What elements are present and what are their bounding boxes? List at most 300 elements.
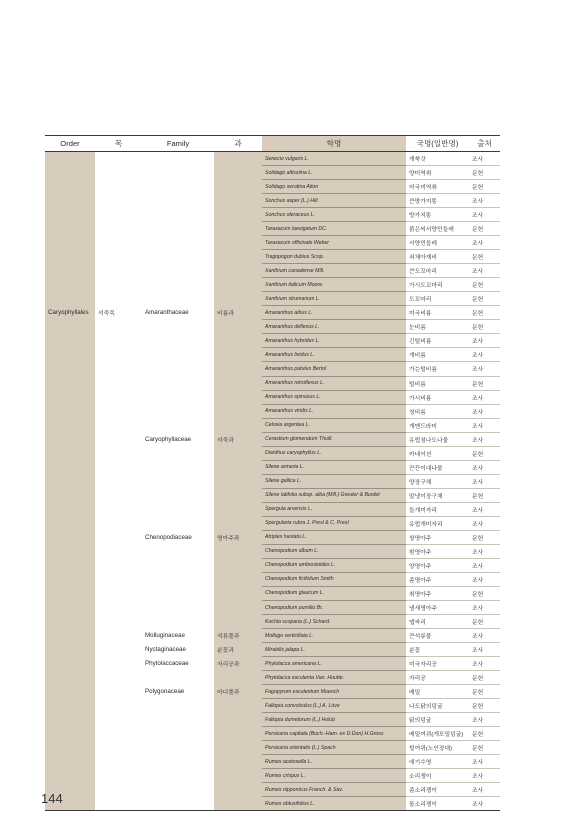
korean-name-cell: 가시비름 xyxy=(406,390,469,404)
source-cell: 조사 xyxy=(469,264,500,278)
table-row xyxy=(45,657,500,671)
order-cell xyxy=(45,572,95,586)
table-body xyxy=(45,152,500,811)
table-row xyxy=(45,278,500,292)
scientific-name-cell: Amaranthus retroflexus L. xyxy=(262,376,406,390)
family-cell xyxy=(142,152,214,166)
family-cell xyxy=(142,671,214,685)
family-cell xyxy=(142,615,214,629)
order-cell xyxy=(45,418,95,432)
korean-name-cell: 붉은씨서양민들레 xyxy=(406,222,469,236)
table-row xyxy=(45,544,500,558)
mok-cell xyxy=(95,166,142,180)
order-cell xyxy=(45,264,95,278)
header-order: Order xyxy=(45,136,95,152)
family-cell xyxy=(142,446,214,460)
table-row xyxy=(45,558,500,572)
source-cell: 조사 xyxy=(469,502,500,516)
header-scientific-name: 학명 xyxy=(262,136,406,152)
family-cell: Chenopodiaceae xyxy=(142,530,214,544)
source-cell: 조사 xyxy=(469,404,500,418)
mok-cell xyxy=(95,572,142,586)
order-cell xyxy=(45,376,95,390)
source-cell: 조사 xyxy=(469,629,500,643)
source-cell: 조사 xyxy=(469,390,500,404)
gwa-cell xyxy=(214,348,262,362)
mok-cell xyxy=(95,502,142,516)
gwa-cell xyxy=(214,362,262,376)
order-cell xyxy=(45,292,95,306)
family-cell: Phytolaccaceae xyxy=(142,657,214,671)
gwa-cell xyxy=(214,727,262,741)
family-cell xyxy=(142,544,214,558)
scientific-name-cell: Rumex nipponicus Franch. & Sav. xyxy=(262,783,406,797)
order-cell xyxy=(45,629,95,643)
table-row xyxy=(45,180,500,194)
source-cell: 조사 xyxy=(469,194,500,208)
source-cell: 조사 xyxy=(469,558,500,572)
gwa-cell xyxy=(214,250,262,264)
table-row xyxy=(45,292,500,306)
scientific-name-cell: Taraxacum officinale Weber xyxy=(262,236,406,250)
gwa-cell xyxy=(214,166,262,180)
mok-cell xyxy=(95,530,142,544)
table-row xyxy=(45,755,500,769)
order-cell xyxy=(45,769,95,783)
scientific-name-cell: Silene gallica L. xyxy=(262,474,406,488)
gwa-cell: 마디풀과 xyxy=(214,685,262,699)
table-row xyxy=(45,601,500,615)
order-cell xyxy=(45,250,95,264)
source-cell: 조사 xyxy=(469,418,500,432)
gwa-cell xyxy=(214,615,262,629)
table-row xyxy=(45,376,500,390)
table-header-row xyxy=(45,136,500,152)
table-row xyxy=(45,236,500,250)
gwa-cell xyxy=(214,292,262,306)
family-cell xyxy=(142,208,214,222)
gwa-cell xyxy=(214,572,262,586)
korean-name-cell: 메밀여뀌(개모밀덩굴) xyxy=(406,727,469,741)
table-row xyxy=(45,671,500,685)
scientific-name-cell: Chenopodium pumilio Br. xyxy=(262,601,406,615)
korean-name-cell: 쇠채아재비 xyxy=(406,250,469,264)
scientific-name-cell: Xanthium italicum Moore. xyxy=(262,278,406,292)
gwa-cell xyxy=(214,544,262,558)
scientific-name-cell: Dianthus caryophyllus L. xyxy=(262,446,406,460)
gwa-cell xyxy=(214,601,262,615)
mok-cell xyxy=(95,685,142,699)
table-row xyxy=(45,264,500,278)
scientific-name-cell: Chenopodium glaucum L. xyxy=(262,586,406,600)
mok-cell xyxy=(95,348,142,362)
table-row xyxy=(45,643,500,657)
gwa-cell xyxy=(214,446,262,460)
gwa-cell xyxy=(214,376,262,390)
mok-cell xyxy=(95,643,142,657)
order-cell xyxy=(45,152,95,166)
korean-name-cell: 미국자리공 xyxy=(406,657,469,671)
family-cell xyxy=(142,572,214,586)
order-cell xyxy=(45,643,95,657)
table-row xyxy=(45,166,500,180)
gwa-cell xyxy=(214,320,262,334)
scientific-name-cell: Spergula arvensis L. xyxy=(262,502,406,516)
korean-name-cell: 청비름 xyxy=(406,404,469,418)
table-row xyxy=(45,685,500,699)
gwa-cell xyxy=(214,208,262,222)
family-cell xyxy=(142,783,214,797)
scientific-name-cell: Chenopodium album L. xyxy=(262,544,406,558)
korean-name-cell: 유럽개미자리 xyxy=(406,516,469,530)
gwa-cell xyxy=(214,797,262,811)
korean-name-cell: 카네이션 xyxy=(406,446,469,460)
family-cell xyxy=(142,586,214,600)
source-cell: 문헌 xyxy=(469,166,500,180)
scientific-name-cell: Xanthium canadense Mill. xyxy=(262,264,406,278)
scientific-name-cell: Celosia argentea L. xyxy=(262,418,406,432)
table-row xyxy=(45,208,500,222)
mok-cell xyxy=(95,320,142,334)
table-row xyxy=(45,516,500,530)
family-cell xyxy=(142,755,214,769)
gwa-cell xyxy=(214,236,262,250)
mok-cell xyxy=(95,474,142,488)
family-cell xyxy=(142,362,214,376)
order-cell xyxy=(45,516,95,530)
order-cell xyxy=(45,615,95,629)
mok-cell xyxy=(95,629,142,643)
order-cell xyxy=(45,320,95,334)
gwa-cell xyxy=(214,278,262,292)
mok-cell xyxy=(95,376,142,390)
family-cell xyxy=(142,292,214,306)
mok-cell xyxy=(95,180,142,194)
header-family: Family xyxy=(142,136,214,152)
korean-name-cell: 양미역취 xyxy=(406,166,469,180)
order-cell: Caryophyllales xyxy=(45,306,95,320)
scientific-name-cell: Persicaria orientalis (L.) Spach xyxy=(262,741,406,755)
mok-cell xyxy=(95,264,142,278)
order-cell xyxy=(45,530,95,544)
korean-name-cell: 개비름 xyxy=(406,348,469,362)
korean-name-cell: 눈비름 xyxy=(406,320,469,334)
korean-name-cell: 미국미역취 xyxy=(406,180,469,194)
family-cell: Polygonaceae xyxy=(142,685,214,699)
family-cell xyxy=(142,797,214,811)
scientific-name-cell: Mollugo verticillata L. xyxy=(262,629,406,643)
order-cell xyxy=(45,194,95,208)
order-cell xyxy=(45,446,95,460)
scientific-name-cell: Sonchus oleraceus L. xyxy=(262,208,406,222)
order-cell xyxy=(45,460,95,474)
family-cell xyxy=(142,418,214,432)
source-cell: 조사 xyxy=(469,755,500,769)
family-cell xyxy=(142,222,214,236)
korean-name-cell: 유럽점나도나물 xyxy=(406,432,469,446)
source-cell: 조사 xyxy=(469,474,500,488)
korean-name-cell: 도꼬마리 xyxy=(406,292,469,306)
scientific-name-cell: Senecio vulgaris L. xyxy=(262,152,406,166)
family-cell xyxy=(142,278,214,292)
scientific-name-cell: Kochia scoparia (L.) Schard. xyxy=(262,615,406,629)
family-cell xyxy=(142,699,214,713)
korean-name-cell: 댑싸리 xyxy=(406,615,469,629)
family-cell xyxy=(142,488,214,502)
source-cell: 문헌 xyxy=(469,699,500,713)
mok-cell xyxy=(95,727,142,741)
table-row xyxy=(45,572,500,586)
table-row xyxy=(45,404,500,418)
mok-cell xyxy=(95,432,142,446)
scientific-name-cell: Solidago altissima L. xyxy=(262,166,406,180)
korean-name-cell: 털여뀌(노인장대) xyxy=(406,741,469,755)
family-cell xyxy=(142,741,214,755)
scientific-name-cell: Chenopodium ficifolium Smith xyxy=(262,572,406,586)
scientific-name-cell: Rumex obtusifolius L. xyxy=(262,797,406,811)
mok-cell xyxy=(95,418,142,432)
family-cell xyxy=(142,348,214,362)
gwa-cell xyxy=(214,488,262,502)
mok-cell xyxy=(95,222,142,236)
mok-cell xyxy=(95,797,142,811)
source-cell: 문헌 xyxy=(469,446,500,460)
source-cell: 조사 xyxy=(469,152,500,166)
source-cell: 조사 xyxy=(469,657,500,671)
scientific-name-cell: Amaranthus deflexus L. xyxy=(262,320,406,334)
gwa-cell: 석류풀과 xyxy=(214,629,262,643)
table-row xyxy=(45,741,500,755)
mok-cell xyxy=(95,208,142,222)
family-cell: Nyctaginaceae xyxy=(142,643,214,657)
order-cell xyxy=(45,404,95,418)
gwa-cell: 자리공과 xyxy=(214,657,262,671)
gwa-cell xyxy=(214,586,262,600)
gwa-cell: 분꽃과 xyxy=(214,643,262,657)
korean-name-cell: 닭의덩굴 xyxy=(406,713,469,727)
scientific-name-cell: Mirabilis jalapa L. xyxy=(262,643,406,657)
family-cell xyxy=(142,727,214,741)
korean-name-cell: 양장구채 xyxy=(406,474,469,488)
mok-cell xyxy=(95,755,142,769)
source-cell: 조사 xyxy=(469,783,500,797)
source-cell: 문헌 xyxy=(469,292,500,306)
family-cell xyxy=(142,250,214,264)
scientific-name-cell: Cerastium glomeratum Thuill. xyxy=(262,432,406,446)
gwa-cell xyxy=(214,713,262,727)
korean-name-cell: 나도닭의덩굴 xyxy=(406,699,469,713)
header-gwa: 과 xyxy=(214,136,262,152)
gwa-cell xyxy=(214,180,262,194)
mok-cell xyxy=(95,488,142,502)
source-cell: 조사 xyxy=(469,334,500,348)
header-mok: 목 xyxy=(95,136,142,152)
korean-name-cell: 끈끈이대나물 xyxy=(406,460,469,474)
mok-cell xyxy=(95,699,142,713)
order-cell xyxy=(45,685,95,699)
scientific-name-cell: Solidago serotina Aiton xyxy=(262,180,406,194)
scientific-name-cell: Taraxacum laevigatum DC. xyxy=(262,222,406,236)
family-cell xyxy=(142,601,214,615)
korean-name-cell: 좀명아주 xyxy=(406,572,469,586)
species-table xyxy=(45,135,500,811)
mok-cell xyxy=(95,586,142,600)
mok-cell xyxy=(95,152,142,166)
gwa-cell xyxy=(214,404,262,418)
mok-cell xyxy=(95,404,142,418)
scientific-name-cell: Rumex acetosella L. xyxy=(262,755,406,769)
mok-cell xyxy=(95,292,142,306)
table-row xyxy=(45,446,500,460)
korean-name-cell: 가는털비름 xyxy=(406,362,469,376)
table-row xyxy=(45,586,500,600)
table-row xyxy=(45,727,500,741)
family-cell xyxy=(142,516,214,530)
gwa-cell xyxy=(214,516,262,530)
order-cell xyxy=(45,544,95,558)
source-cell: 문헌 xyxy=(469,376,500,390)
order-cell xyxy=(45,713,95,727)
order-cell xyxy=(45,334,95,348)
mok-cell xyxy=(95,334,142,348)
order-cell xyxy=(45,348,95,362)
family-cell xyxy=(142,194,214,208)
korean-name-cell: 털비름 xyxy=(406,376,469,390)
family-cell: Molluginaceae xyxy=(142,629,214,643)
scientific-name-cell: Amaranthus viridis L. xyxy=(262,404,406,418)
korean-name-cell: 냄새명아주 xyxy=(406,601,469,615)
gwa-cell: 비름과 xyxy=(214,306,262,320)
korean-name-cell: 서양민들레 xyxy=(406,236,469,250)
gwa-cell xyxy=(214,502,262,516)
table-row xyxy=(45,194,500,208)
scientific-name-cell: Tragopogon dubius Scop. xyxy=(262,250,406,264)
korean-name-cell: 큰방가지똥 xyxy=(406,194,469,208)
source-cell: 문헌 xyxy=(469,278,500,292)
gwa-cell xyxy=(214,474,262,488)
mok-cell xyxy=(95,194,142,208)
mok-cell xyxy=(95,236,142,250)
order-cell xyxy=(45,488,95,502)
scientific-name-cell: Xanthium strumarium L. xyxy=(262,292,406,306)
header-source: 출처 xyxy=(469,136,500,152)
family-cell xyxy=(142,180,214,194)
gwa-cell xyxy=(214,264,262,278)
order-cell xyxy=(45,727,95,741)
mok-cell xyxy=(95,783,142,797)
table-row xyxy=(45,222,500,236)
source-cell: 조사 xyxy=(469,460,500,474)
scientific-name-cell: Rumex crispus L. xyxy=(262,769,406,783)
scientific-name-cell: Fallopia dumetorum (L.) Holub xyxy=(262,713,406,727)
scientific-name-cell: Chenopodium ambrosioides L. xyxy=(262,558,406,572)
order-cell xyxy=(45,586,95,600)
mok-cell xyxy=(95,278,142,292)
korean-name-cell: 양명아주 xyxy=(406,558,469,572)
scientific-name-cell: Spergularia rubra J. Presl & C. Presl xyxy=(262,516,406,530)
scientific-name-cell: Fallopia convolvulus (L.) A. Löve xyxy=(262,699,406,713)
order-cell xyxy=(45,601,95,615)
korean-name-cell: 큰석류풀 xyxy=(406,629,469,643)
korean-name-cell: 미국비름 xyxy=(406,306,469,320)
mok-cell xyxy=(95,544,142,558)
table-row xyxy=(45,797,500,811)
source-cell: 조사 xyxy=(469,208,500,222)
gwa-cell xyxy=(214,671,262,685)
scientific-name-cell: Phytolacca esculenta Van. Houtte. xyxy=(262,671,406,685)
korean-name-cell: 큰도꼬마리 xyxy=(406,264,469,278)
mok-cell xyxy=(95,615,142,629)
source-cell: 문헌 xyxy=(469,488,500,502)
family-cell xyxy=(142,236,214,250)
source-cell: 문헌 xyxy=(469,180,500,194)
korean-name-cell: 애기수영 xyxy=(406,755,469,769)
family-cell: Caryophyllaceae xyxy=(142,432,214,446)
table-row xyxy=(45,460,500,474)
table-row xyxy=(45,334,500,348)
header-korean-name: 국명(일반명) xyxy=(406,136,469,152)
scientific-name-cell: Phytolacca americana L. xyxy=(262,657,406,671)
order-cell xyxy=(45,502,95,516)
species-table-container xyxy=(45,135,500,811)
gwa-cell: 석죽과 xyxy=(214,432,262,446)
table-row xyxy=(45,348,500,362)
gwa-cell xyxy=(214,558,262,572)
gwa-cell xyxy=(214,783,262,797)
source-cell: 문헌 xyxy=(469,586,500,600)
source-cell: 조사 xyxy=(469,516,500,530)
order-cell xyxy=(45,222,95,236)
source-cell: 조사 xyxy=(469,348,500,362)
source-cell: 조사 xyxy=(469,643,500,657)
family-cell xyxy=(142,769,214,783)
korean-name-cell: 창명아주 xyxy=(406,530,469,544)
korean-name-cell: 취명아주 xyxy=(406,586,469,600)
korean-name-cell: 말냉이장구채 xyxy=(406,488,469,502)
source-cell: 문헌 xyxy=(469,727,500,741)
order-cell xyxy=(45,390,95,404)
source-cell: 조사 xyxy=(469,572,500,586)
korean-name-cell: 방가지똥 xyxy=(406,208,469,222)
source-cell: 문헌 xyxy=(469,320,500,334)
table-row xyxy=(45,418,500,432)
mok-cell xyxy=(95,250,142,264)
scientific-name-cell: Silene armeria L. xyxy=(262,460,406,474)
korean-name-cell: 좀소리쟁이 xyxy=(406,783,469,797)
korean-name-cell: 개맨드라미 xyxy=(406,418,469,432)
table-row xyxy=(45,530,500,544)
order-cell xyxy=(45,362,95,376)
source-cell: 조사 xyxy=(469,544,500,558)
order-cell xyxy=(45,657,95,671)
source-cell: 문헌 xyxy=(469,250,500,264)
family-cell xyxy=(142,320,214,334)
order-cell xyxy=(45,699,95,713)
order-cell xyxy=(45,432,95,446)
gwa-cell: 명아주과 xyxy=(214,530,262,544)
scientific-name-cell: Amaranthus lividus L. xyxy=(262,348,406,362)
scientific-name-cell: Amaranthus patulus Bertol xyxy=(262,362,406,376)
order-cell xyxy=(45,166,95,180)
order-cell xyxy=(45,474,95,488)
gwa-cell xyxy=(214,194,262,208)
korean-name-cell: 돌소리쟁이 xyxy=(406,797,469,811)
table-row xyxy=(45,362,500,376)
table-row xyxy=(45,615,500,629)
mok-cell xyxy=(95,446,142,460)
mok-cell xyxy=(95,362,142,376)
table-row xyxy=(45,488,500,502)
